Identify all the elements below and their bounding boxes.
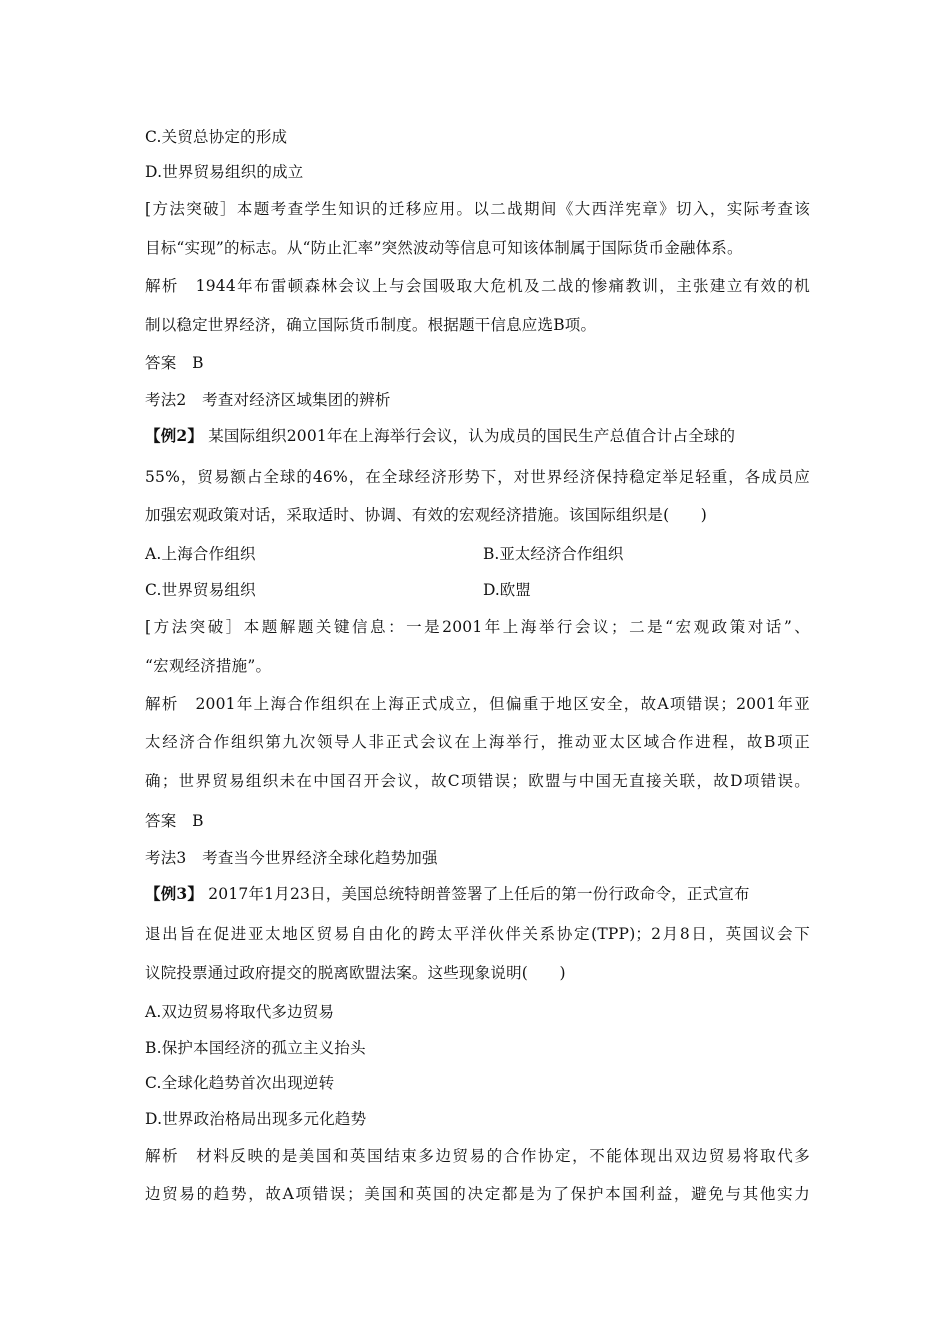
method-paragraph-line: “宏观经济措施”。 [145, 657, 272, 675]
analysis-paragraph-line: 解析 2001年上海合作组织在上海正式成立，但偏重于地区安全，故A项错误；2001年亚 [145, 695, 810, 713]
section-heading: 考法3 考查当今世界经济全球化趋势加强 [145, 849, 438, 867]
analysis-paragraph-line: 制以稳定世界经济，确立国际货币制度。根据题干信息应选B项。 [145, 316, 597, 334]
option-d-line: D.世界贸易组织的成立 [145, 163, 304, 181]
option-c-line: C.关贸总协定的形成 [145, 128, 288, 146]
option-d: D.世界政治格局出现多元化趋势 [145, 1110, 367, 1128]
method-paragraph-line: 目标“实现”的标志。从“防止汇率”突然波动等信息可知该体制属于国际货币金融体系。 [145, 239, 743, 257]
example-label: 【例2】 [145, 426, 204, 445]
example-text: 某国际组织2001年在上海举行会议，认为成员的国民生产总值合计占全球的 [208, 427, 736, 445]
option-b: B.亚太经济合作组织 [483, 545, 624, 563]
example-paragraph-line: 退出旨在促进亚太地区贸易自由化的跨太平洋伙伴关系协定(TPP)；2月8日，英国议会下 [145, 925, 810, 943]
option-a: A.双边贸易将取代多边贸易 [145, 1003, 335, 1021]
option-c: C.全球化趋势首次出现逆转 [145, 1074, 335, 1092]
option-b: B.保护本国经济的孤立主义抬头 [145, 1039, 366, 1057]
example-label: 【例3】 [145, 884, 204, 903]
option-a: A.上海合作组织 [145, 545, 256, 563]
analysis-paragraph-line: 解析 1944年布雷顿森林会议上与会国吸取大危机及二战的惨痛教训，主张建立有效的机 [145, 277, 810, 295]
option-d: D.欧盟 [483, 581, 531, 599]
method-paragraph-line: [方法突破］本题解题关键信息：一是2001年上海举行会议；二是“宏观政策对话”、 [145, 618, 810, 636]
example-line [145, 884, 810, 904]
example-paragraph-line: 55%，贸易额占全球的46%，在全球经济形势下，对世界经济保持稳定举足轻重，各成员应 [145, 468, 810, 486]
section-heading: 考法2 考查对经济区域集团的辨析 [145, 391, 391, 409]
answer-line: 答案 B [145, 812, 204, 830]
method-paragraph-line: [方法突破］本题考查学生知识的迁移应用。以二战期间《大西洋宪章》切入，实际考查该 [145, 200, 810, 218]
analysis-paragraph-line: 确；世界贸易组织未在中国召开会议，故C项错误；欧盟与中国无直接关联，故D项错误。 [145, 772, 810, 790]
analysis-paragraph-line: 解析 材料反映的是美国和英国结束多边贸易的合作协定，不能体现出双边贸易将取代多 [145, 1147, 810, 1165]
analysis-paragraph-line: 边贸易的趋势，故A项错误；美国和英国的决定都是为了保护本国利益，避免与其他实力 [145, 1185, 810, 1203]
example-line [145, 426, 810, 446]
analysis-paragraph-line: 太经济合作组织第九次领导人非正式会议在上海举行，推动亚太区域合作进程，故B项正 [145, 733, 810, 751]
option-c: C.世界贸易组织 [145, 581, 256, 599]
answer-line: 答案 B [145, 354, 204, 372]
example-text: 2017年1月23日，美国总统特朗普签署了上任后的第一份行政命令，正式宣布 [208, 885, 750, 903]
example-paragraph-line: 加强宏观政策对话，采取适时、协调、有效的宏观经济措施。该国际组织是( ) [145, 506, 707, 524]
example-paragraph-line: 议院投票通过政府提交的脱离欧盟法案。这些现象说明( ) [145, 964, 566, 982]
